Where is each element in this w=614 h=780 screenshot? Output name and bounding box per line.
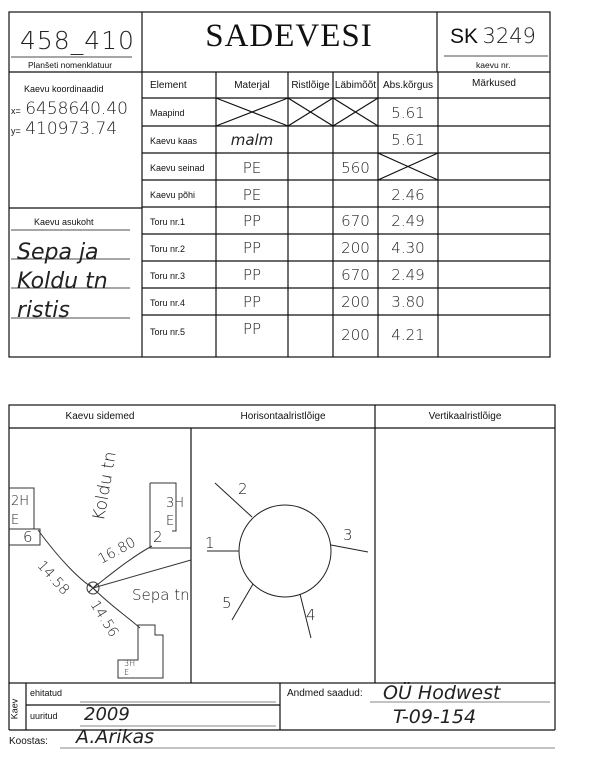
street-label-sepa: Sepa tn (132, 586, 190, 604)
horizontal-section-title: Horisontaalristlõige (240, 411, 326, 422)
row-material: PP (242, 293, 262, 311)
well-id-prefix: SK (450, 25, 479, 48)
row-element: Toru nr.2 (150, 244, 186, 254)
row-element: Kaevu seinad (150, 163, 205, 173)
data-from-value: OÜ Hodwest (383, 682, 501, 704)
row-element: Toru nr.4 (150, 298, 186, 308)
building-label-bottom: 3H E (124, 659, 136, 677)
y-prefix: y= (11, 126, 21, 136)
pipe-number: 3 (343, 526, 353, 544)
row-height: 5.61 (391, 131, 425, 149)
row-height: 2.46 (391, 186, 425, 204)
building-label-right: 3H E (166, 496, 185, 529)
row-height: 5.61 (391, 104, 425, 122)
row-height: 4.30 (391, 239, 425, 257)
row-material: PP (242, 320, 262, 338)
row-element: Toru nr.1 (150, 217, 186, 227)
sketch-pipe-label: 2 (153, 528, 163, 546)
compiled-value: A.Arikas (76, 726, 155, 748)
measured-label: uuritud (30, 711, 58, 721)
row-height: 3.80 (391, 293, 425, 311)
x-prefix: x= (11, 106, 21, 116)
document-title: SADEVESI (205, 18, 373, 54)
distance-label: 14.56 (86, 597, 122, 641)
sketch-pipe-label: 6 (23, 528, 33, 546)
col-header-notes: Märkused (472, 78, 516, 89)
built-label: ehitatud (30, 688, 63, 698)
row-diameter: 200 (341, 326, 370, 344)
data-from-label: Andmed saadud: (287, 688, 363, 699)
row-element: Toru nr.3 (150, 271, 186, 281)
col-header-element: Element (150, 80, 187, 91)
pipe-number: 1 (205, 534, 215, 552)
row-material: PP (242, 212, 262, 230)
location-line-3: ristis (17, 298, 70, 323)
well-id-value: 3249 (482, 24, 536, 48)
col-header-section: Ristlõige (291, 80, 330, 91)
measured-value: 2009 (84, 704, 130, 725)
pipe-number: 4 (306, 606, 316, 624)
row-element: Kaevu põhi (150, 190, 196, 200)
location-line-2: Koldu tn (17, 269, 108, 294)
row-diameter: 670 (341, 212, 370, 230)
row-material: malm (230, 131, 274, 149)
data-from-value: T-09-154 (393, 706, 477, 728)
distance-label: 16.80 (95, 534, 139, 568)
row-material: PP (242, 239, 262, 257)
row-diameter: 200 (341, 239, 370, 257)
col-header-height: Abs.kõrgus (382, 80, 434, 91)
row-material: PE (242, 186, 262, 204)
compiled-label: Koostas: (9, 736, 48, 747)
building-label-left: 2H E (11, 494, 30, 528)
x-value: 6458640.40 (25, 99, 128, 119)
pipe-number: 5 (222, 594, 232, 612)
row-diameter: 200 (341, 293, 370, 311)
street-label-koldu: Koldu tn (89, 449, 121, 523)
side-label: Kaev (9, 698, 20, 720)
row-diameter: 670 (341, 266, 370, 284)
row-height: 2.49 (391, 212, 425, 230)
location-label: Kaevu asukoht (34, 217, 94, 227)
col-header-material: Materjal (234, 80, 270, 91)
coordinates-label: Kaevu koordinaadid (24, 84, 104, 94)
location-line-1: Sepa ja (17, 240, 99, 265)
nomenclature-label: Planšeti nomenklatuur (28, 60, 113, 70)
vertical-section-title: Vertikaalristlõige (428, 411, 502, 422)
well-no-label: kaevu nr. (476, 60, 511, 70)
col-header-diameter: Läbimõõt (334, 80, 377, 91)
row-material: PP (242, 266, 262, 284)
row-height: 2.49 (391, 266, 425, 284)
row-material: PE (242, 159, 262, 177)
links-title: Kaevu sidemed (65, 411, 135, 422)
pipe-number: 2 (238, 480, 248, 498)
row-element: Kaevu kaas (150, 136, 198, 146)
y-value: 410973.74 (25, 119, 118, 139)
row-element: Maapind (150, 108, 185, 118)
row-height: 4.21 (391, 326, 425, 344)
distance-label: 14.58 (33, 557, 73, 599)
row-element: Toru nr.5 (150, 327, 186, 337)
row-diameter: 560 (341, 159, 370, 177)
nomenclature-value: 458_410 (20, 26, 135, 55)
